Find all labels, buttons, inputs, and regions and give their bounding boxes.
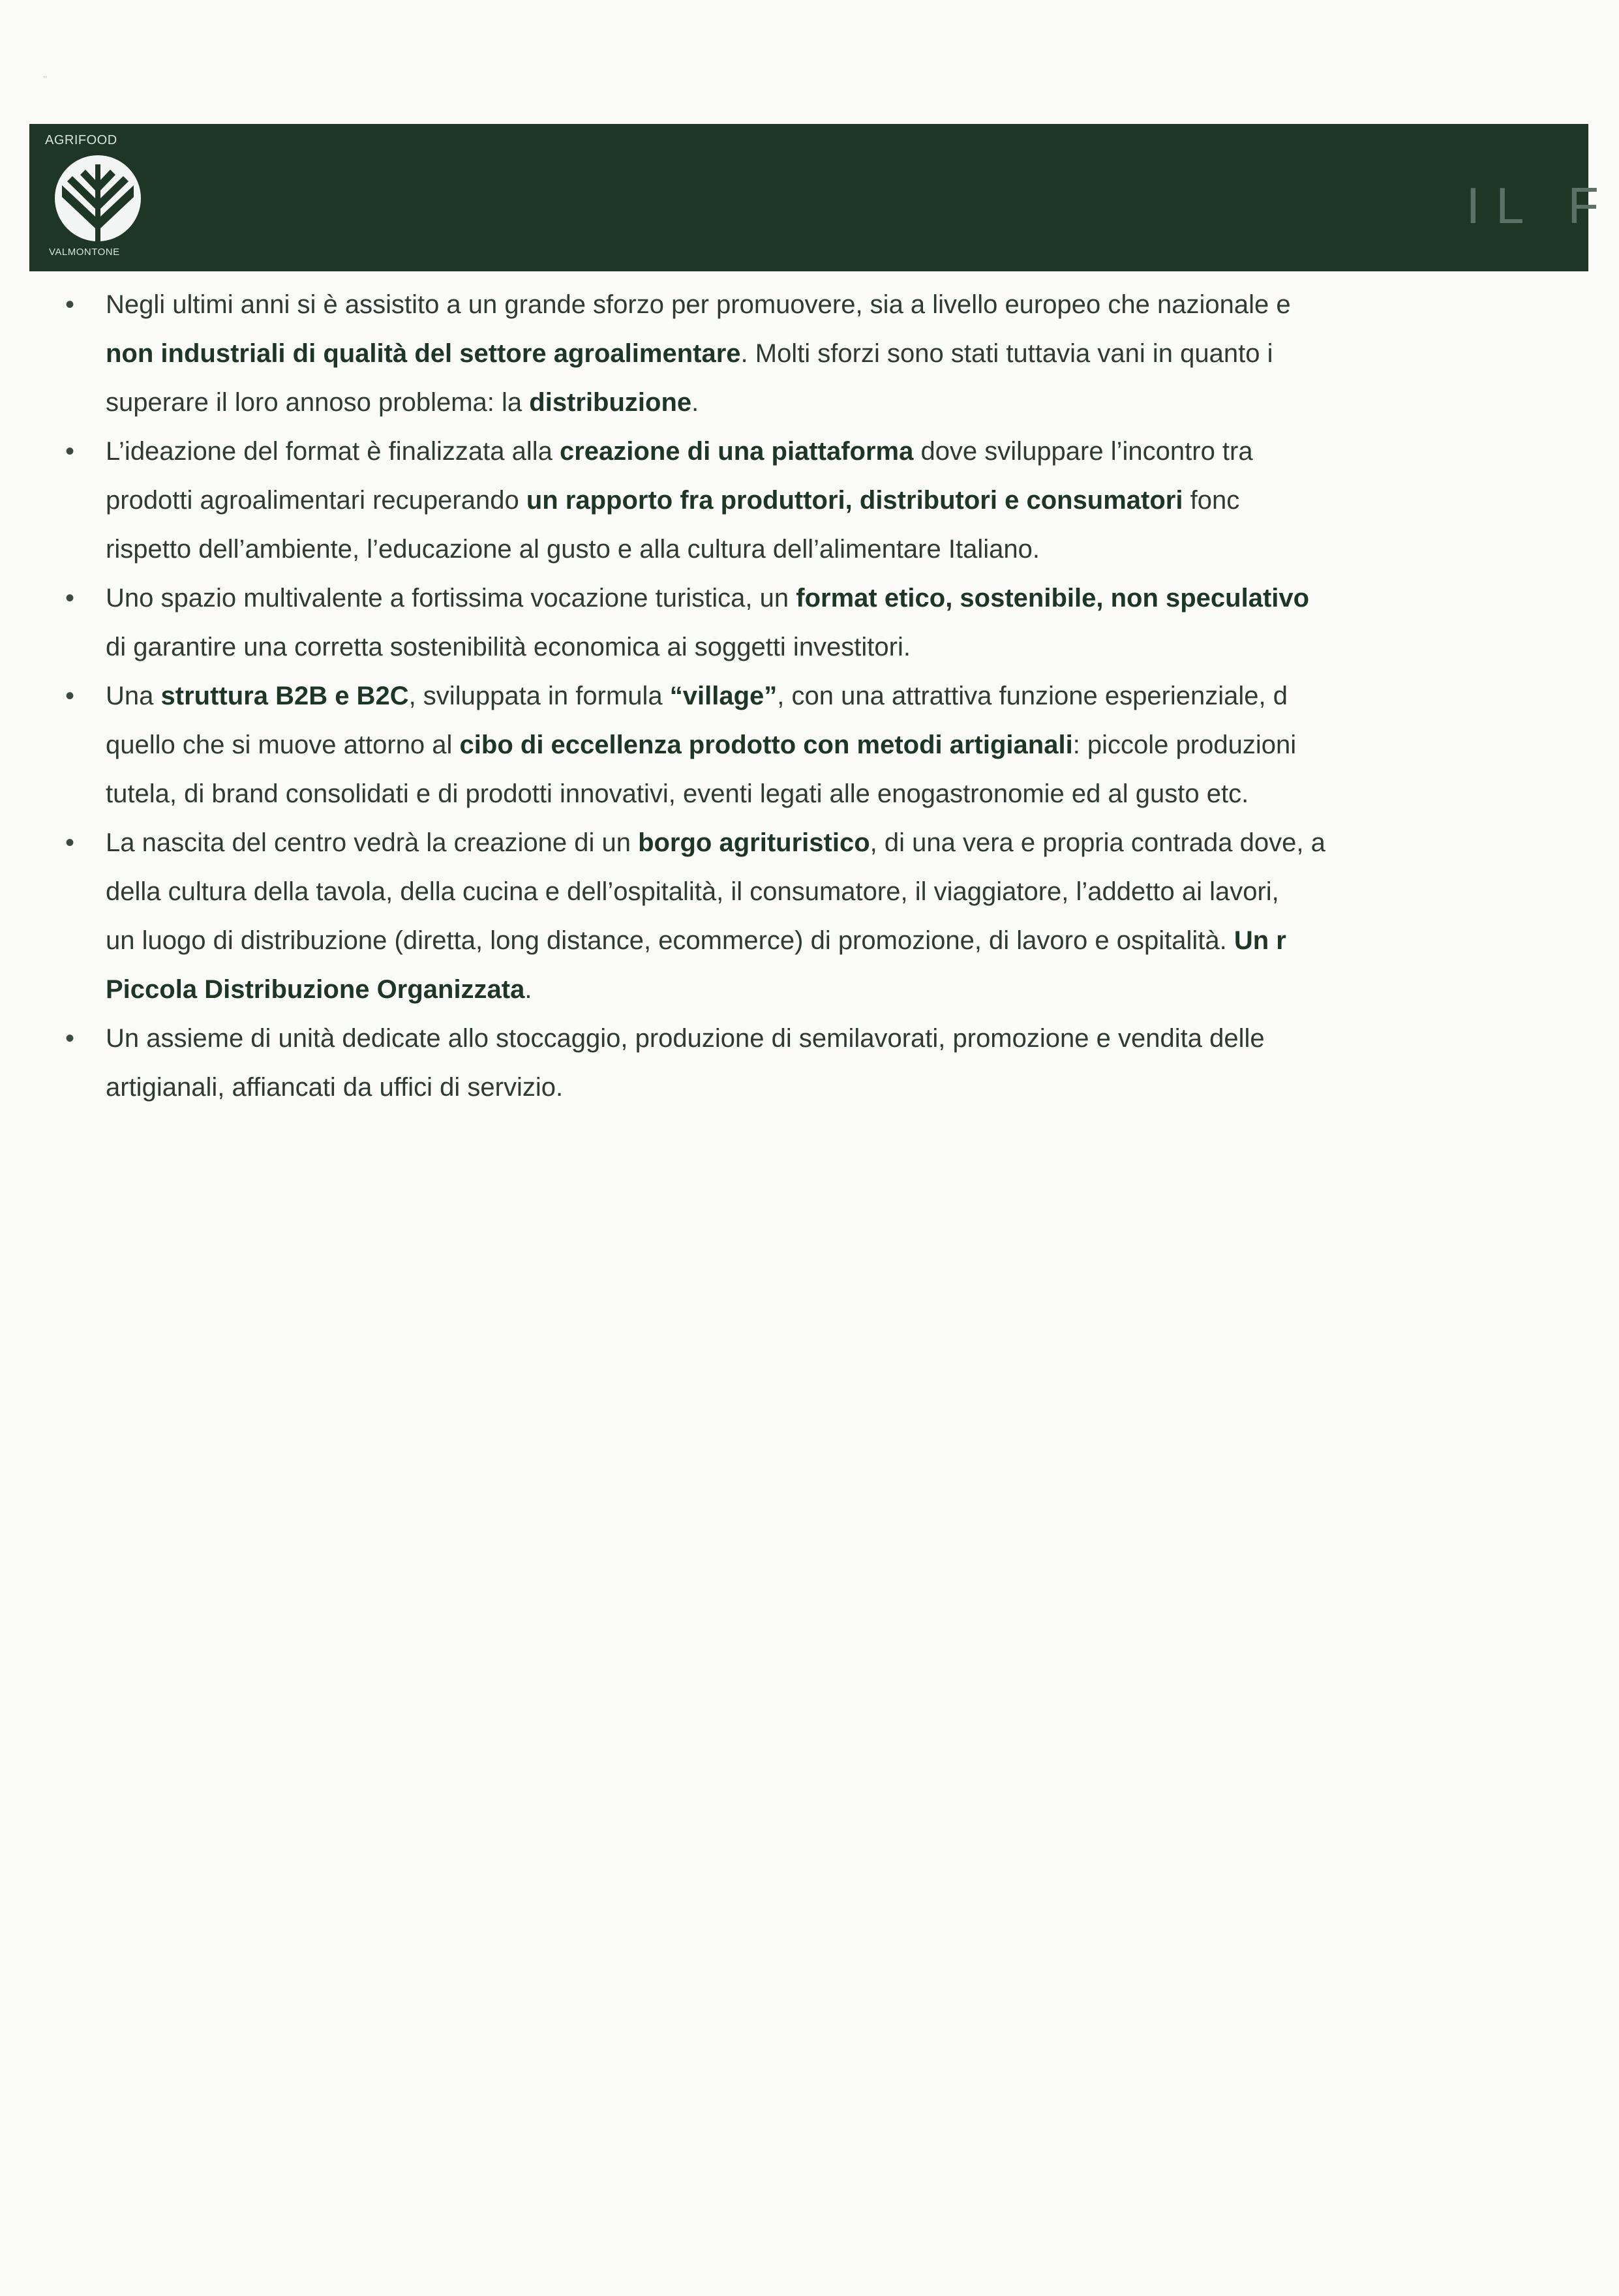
agrifood-logo [29,124,166,271]
bullet-item [57,280,1619,427]
text-run: artigianali, affiancati da uffici di servizio. [106,1073,564,1102]
bullet-line [106,1014,1619,1063]
bold-text: Piccola Distribuzione Organizzata [106,975,525,1004]
logo-top-text: AGRIFOOD [45,133,117,147]
text-run: prodotti agroalimentari recuperando [106,486,526,515]
text-run: . [524,975,532,1004]
bold-text: struttura B2B e B2C [160,682,409,710]
bullet-line [106,378,1619,427]
text-run: La nascita del centro vedrà la creazione di un [106,828,639,857]
bullet-item [57,819,1619,1014]
bullet-item [57,574,1619,672]
text-run: , sviluppata in formula [408,682,670,710]
bold-text: non industriali di qualità del settore agroalimentare [106,339,741,368]
bullet-line [106,280,1619,329]
text-run: superare il loro annoso problema: la [106,388,530,417]
bullet-line [106,819,1619,868]
bullet-line [106,965,1619,1014]
bold-text: cibo di eccellenza prodotto con metodi artigianali [459,731,1073,759]
bullet-line [106,525,1619,574]
bold-text: distribuzione [529,388,692,417]
text-run: della cultura della tavola, della cucina e dell’ospitalità, il consumatore, il viaggiatore, l’addetto ai lavori, [106,877,1279,906]
bullet-list [57,280,1619,1112]
bullet-line [106,721,1619,770]
text-run: . [691,388,699,417]
text-run: , di una vera e propria contrada dove, a [870,828,1325,857]
text-run: un luogo di distribuzione (diretta, long distance, ecommerce) di promozione, di lavoro e ospitalità. [106,926,1234,955]
text-run: Una [106,682,161,710]
bullet-line [106,770,1619,819]
bullet-item [57,427,1619,574]
logo-bottom-text: VALMONTONE [49,247,120,258]
text-run: Negli ultimi anni si è assistito a un grande sforzo per promuovere, sia a livello europeo che nazionale e [106,290,1291,319]
bullet-line [106,868,1619,916]
main-content [57,280,1619,1112]
bullet-item [57,1014,1619,1112]
header-banner [29,124,1614,271]
bullet-line [106,329,1619,378]
text-run: rispetto dell’ambiente, l’educazione al gusto e alla cultura dell’alimentare Italiano. [106,535,1040,564]
bullet-line [106,1063,1619,1112]
scan-mark: ʼʼ [43,74,48,85]
bullet-item [57,672,1619,819]
bullet-line [106,916,1619,965]
text-run: L’ideazione del format è finalizzata alla [106,437,560,466]
bold-text: Un r [1233,926,1286,955]
text-run: . Molti sforzi sono stati tuttavia vani in quanto i [740,339,1273,368]
bold-text: “village” [669,682,778,710]
bullet-line [106,672,1619,721]
text-run: di garantire una corretta sostenibilità economica ai soggetti investitori. [106,633,911,661]
bold-text: un rapporto fra produttori, distributori e consumatori [526,486,1183,515]
bullet-line [106,623,1619,672]
bold-text: format etico, sostenibile, non speculativo [796,584,1310,612]
leaf-logo-icon [49,151,147,246]
bullet-line [106,427,1619,476]
text-run: dove sviluppare l’incontro tra [913,437,1253,466]
bullet-line [106,476,1619,525]
text-run: quello che si muove attorno al [106,731,460,759]
text-run: , con una attrattiva funzione esperienziale, d [777,682,1288,710]
bold-text: borgo agrituristico [638,828,870,857]
bullet-line [106,574,1619,623]
text-run: Uno spazio multivalente a fortissima vocazione turistica, un [106,584,796,612]
text-run: Un assieme di unità dedicate allo stoccaggio, produzione di semilavorati, promozione e vendita delle [106,1024,1265,1053]
text-run: fonc [1183,486,1240,515]
text-run: tutela, di brand consolidati e di prodotti innovativi, eventi legati alle enogastronomie ed al gusto etc. [106,779,1249,808]
text-run: : piccole produzioni [1072,731,1297,759]
bold-text: creazione di una piattaforma [559,437,914,466]
banner-title: IL F [1466,177,1614,234]
